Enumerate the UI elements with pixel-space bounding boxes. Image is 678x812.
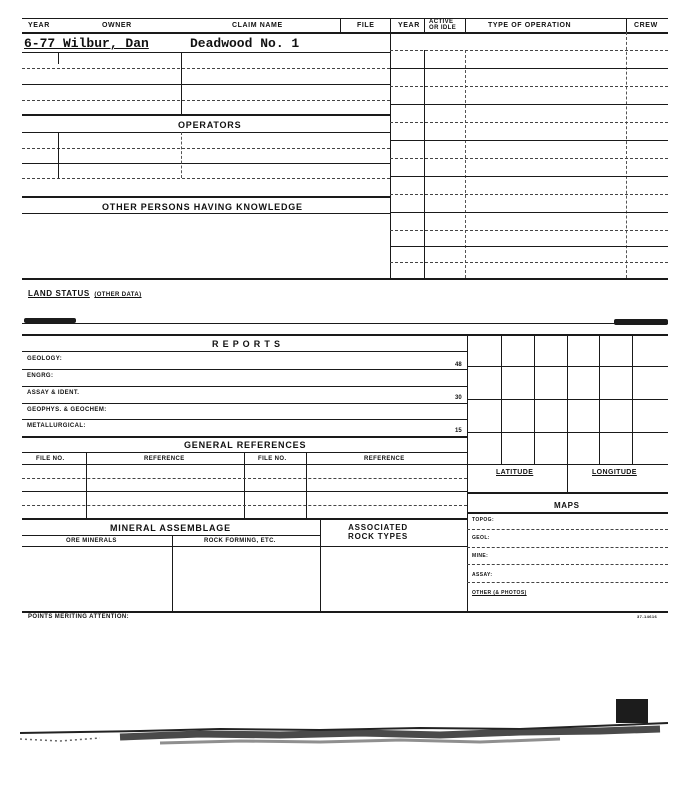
maps-mine: MINE: [472,553,489,559]
header-top-rule [22,18,668,19]
entry-claim-name: Deadwood No. 1 [190,36,300,51]
report-assay-num: 30 [455,395,462,401]
col-sep [58,132,59,178]
land-status-top-rule [22,278,668,280]
row-line [22,114,390,116]
row-line [467,564,668,565]
col-sep [465,18,466,32]
col-sep [244,452,245,518]
col-sep [58,52,59,64]
header-owner: OWNER [102,22,132,29]
maps-heading: MAPS [554,501,580,510]
row-line [390,86,668,87]
row-line [467,512,668,514]
row-line [22,84,390,85]
header-file: FILE [357,22,375,29]
refs-header-file-no-2: FILE NO. [258,456,287,462]
row-line [22,196,390,198]
row-line [390,212,668,213]
ink-smudge-right [614,319,668,325]
row-line [390,50,668,51]
row-line [390,140,668,141]
col-sep [424,18,425,32]
row-line [390,194,668,195]
longitude-label: LONGITUDE [592,469,637,476]
maps-other: OTHER (& PHOTOS) [472,590,527,596]
col-sep-file-year [390,18,391,278]
latitude-label: LATITUDE [496,469,534,476]
col-sep [181,132,182,178]
col-sep [306,452,307,518]
report-metallurgical: METALLURGICAL: [27,423,86,429]
row-line [22,419,467,420]
row-line [467,582,668,583]
form-number: 37-14616 [637,614,658,619]
row-line [22,535,320,536]
row-line [320,546,467,547]
row-line [390,122,668,123]
other-persons-heading: OTHER PERSONS HAVING KNOWLEDGE [102,202,303,212]
report-metallurgical-num: 15 [455,428,462,434]
land-status-sub: (OTHER DATA) [94,292,142,298]
maps-assay: ASSAY: [472,572,493,578]
rock-forming-header: ROCK FORMING, ETC. [204,538,276,544]
row-line [467,529,668,530]
row-line [22,178,390,179]
header-crew: CREW [634,22,658,29]
row-line [22,323,668,324]
associated-rock-types-heading: ASSOCIATED ROCK TYPES [348,523,409,541]
refs-header-reference-1: REFERENCE [144,456,185,462]
row-line [22,491,467,492]
col-sep [626,18,627,32]
row-line [22,436,467,438]
row-line [467,399,668,400]
refs-header-reference-2: REFERENCE [364,456,405,462]
col-sep-reports-right [467,334,468,612]
maps-geol: GEOL: [472,535,490,541]
maps-topog: TOPOG: [472,517,495,523]
row-line [22,163,390,164]
row-line [467,547,668,548]
row-line [390,230,668,231]
col-sep [172,535,173,612]
row-line [22,505,467,506]
report-engrg: ENGRG: [27,373,54,379]
col-sep [465,50,466,278]
row-line [22,369,467,370]
refs-header-file-no-1: FILE NO. [36,456,65,462]
row-line [390,68,668,69]
ore-minerals-header: ORE MINERALS [66,538,117,544]
report-assay: ASSAY & IDENT. [27,390,80,396]
reports-top-rule [22,334,668,336]
row-line [390,176,668,177]
header-type-of-operation: TYPE OF OPERATION [488,22,572,29]
row-line [22,148,390,149]
row-line [22,546,320,547]
row-line [390,104,668,105]
general-references-heading: GENERAL REFERENCES [184,440,307,450]
row-line [390,246,668,247]
row-line [22,68,390,69]
col-sep [424,50,425,278]
row-line [390,158,668,159]
col-sep [340,18,341,32]
reports-heading: R E P O R T S [212,339,281,349]
row-line [22,478,467,479]
header-active-idle: ACTIVE OR IDLE [429,19,457,31]
row-line [467,464,668,465]
report-geophys: GEOPHYS. & GEOCHEM: [27,407,107,413]
row-line [467,432,668,433]
col-sep [86,452,87,518]
row-line [22,132,390,133]
col-sep [567,334,568,492]
form-bottom-rule [22,611,668,613]
scan-streak-artifact [20,715,670,755]
header-year-right: YEAR [398,22,420,29]
row-line [467,492,668,494]
land-status-heading: LAND STATUS [28,289,90,298]
row-line [467,366,668,367]
header-year: YEAR [28,22,50,29]
land-status-heading-wrap [28,283,142,301]
points-meriting-attention: POINTS MERITING ATTENTION: [28,614,130,620]
row-line [22,213,390,214]
col-sep [320,518,321,612]
report-geology-num: 48 [455,362,462,368]
operators-heading: OPERATORS [178,120,242,130]
row-line [390,262,668,263]
entry-year-owner: 6-77 Wilbur, Dan [24,36,149,51]
header-claim-name: CLAIM NAME [232,22,283,29]
report-geology: GEOLOGY: [27,356,63,362]
row-line [22,518,467,520]
row-line [22,351,467,352]
row-line [22,52,390,53]
header-bottom-rule [22,32,668,34]
row-line [22,403,467,404]
mineral-assemblage-heading: MINERAL ASSEMBLAGE [110,523,231,533]
col-sep [181,52,182,114]
row-line [22,100,390,101]
row-line [22,386,467,387]
